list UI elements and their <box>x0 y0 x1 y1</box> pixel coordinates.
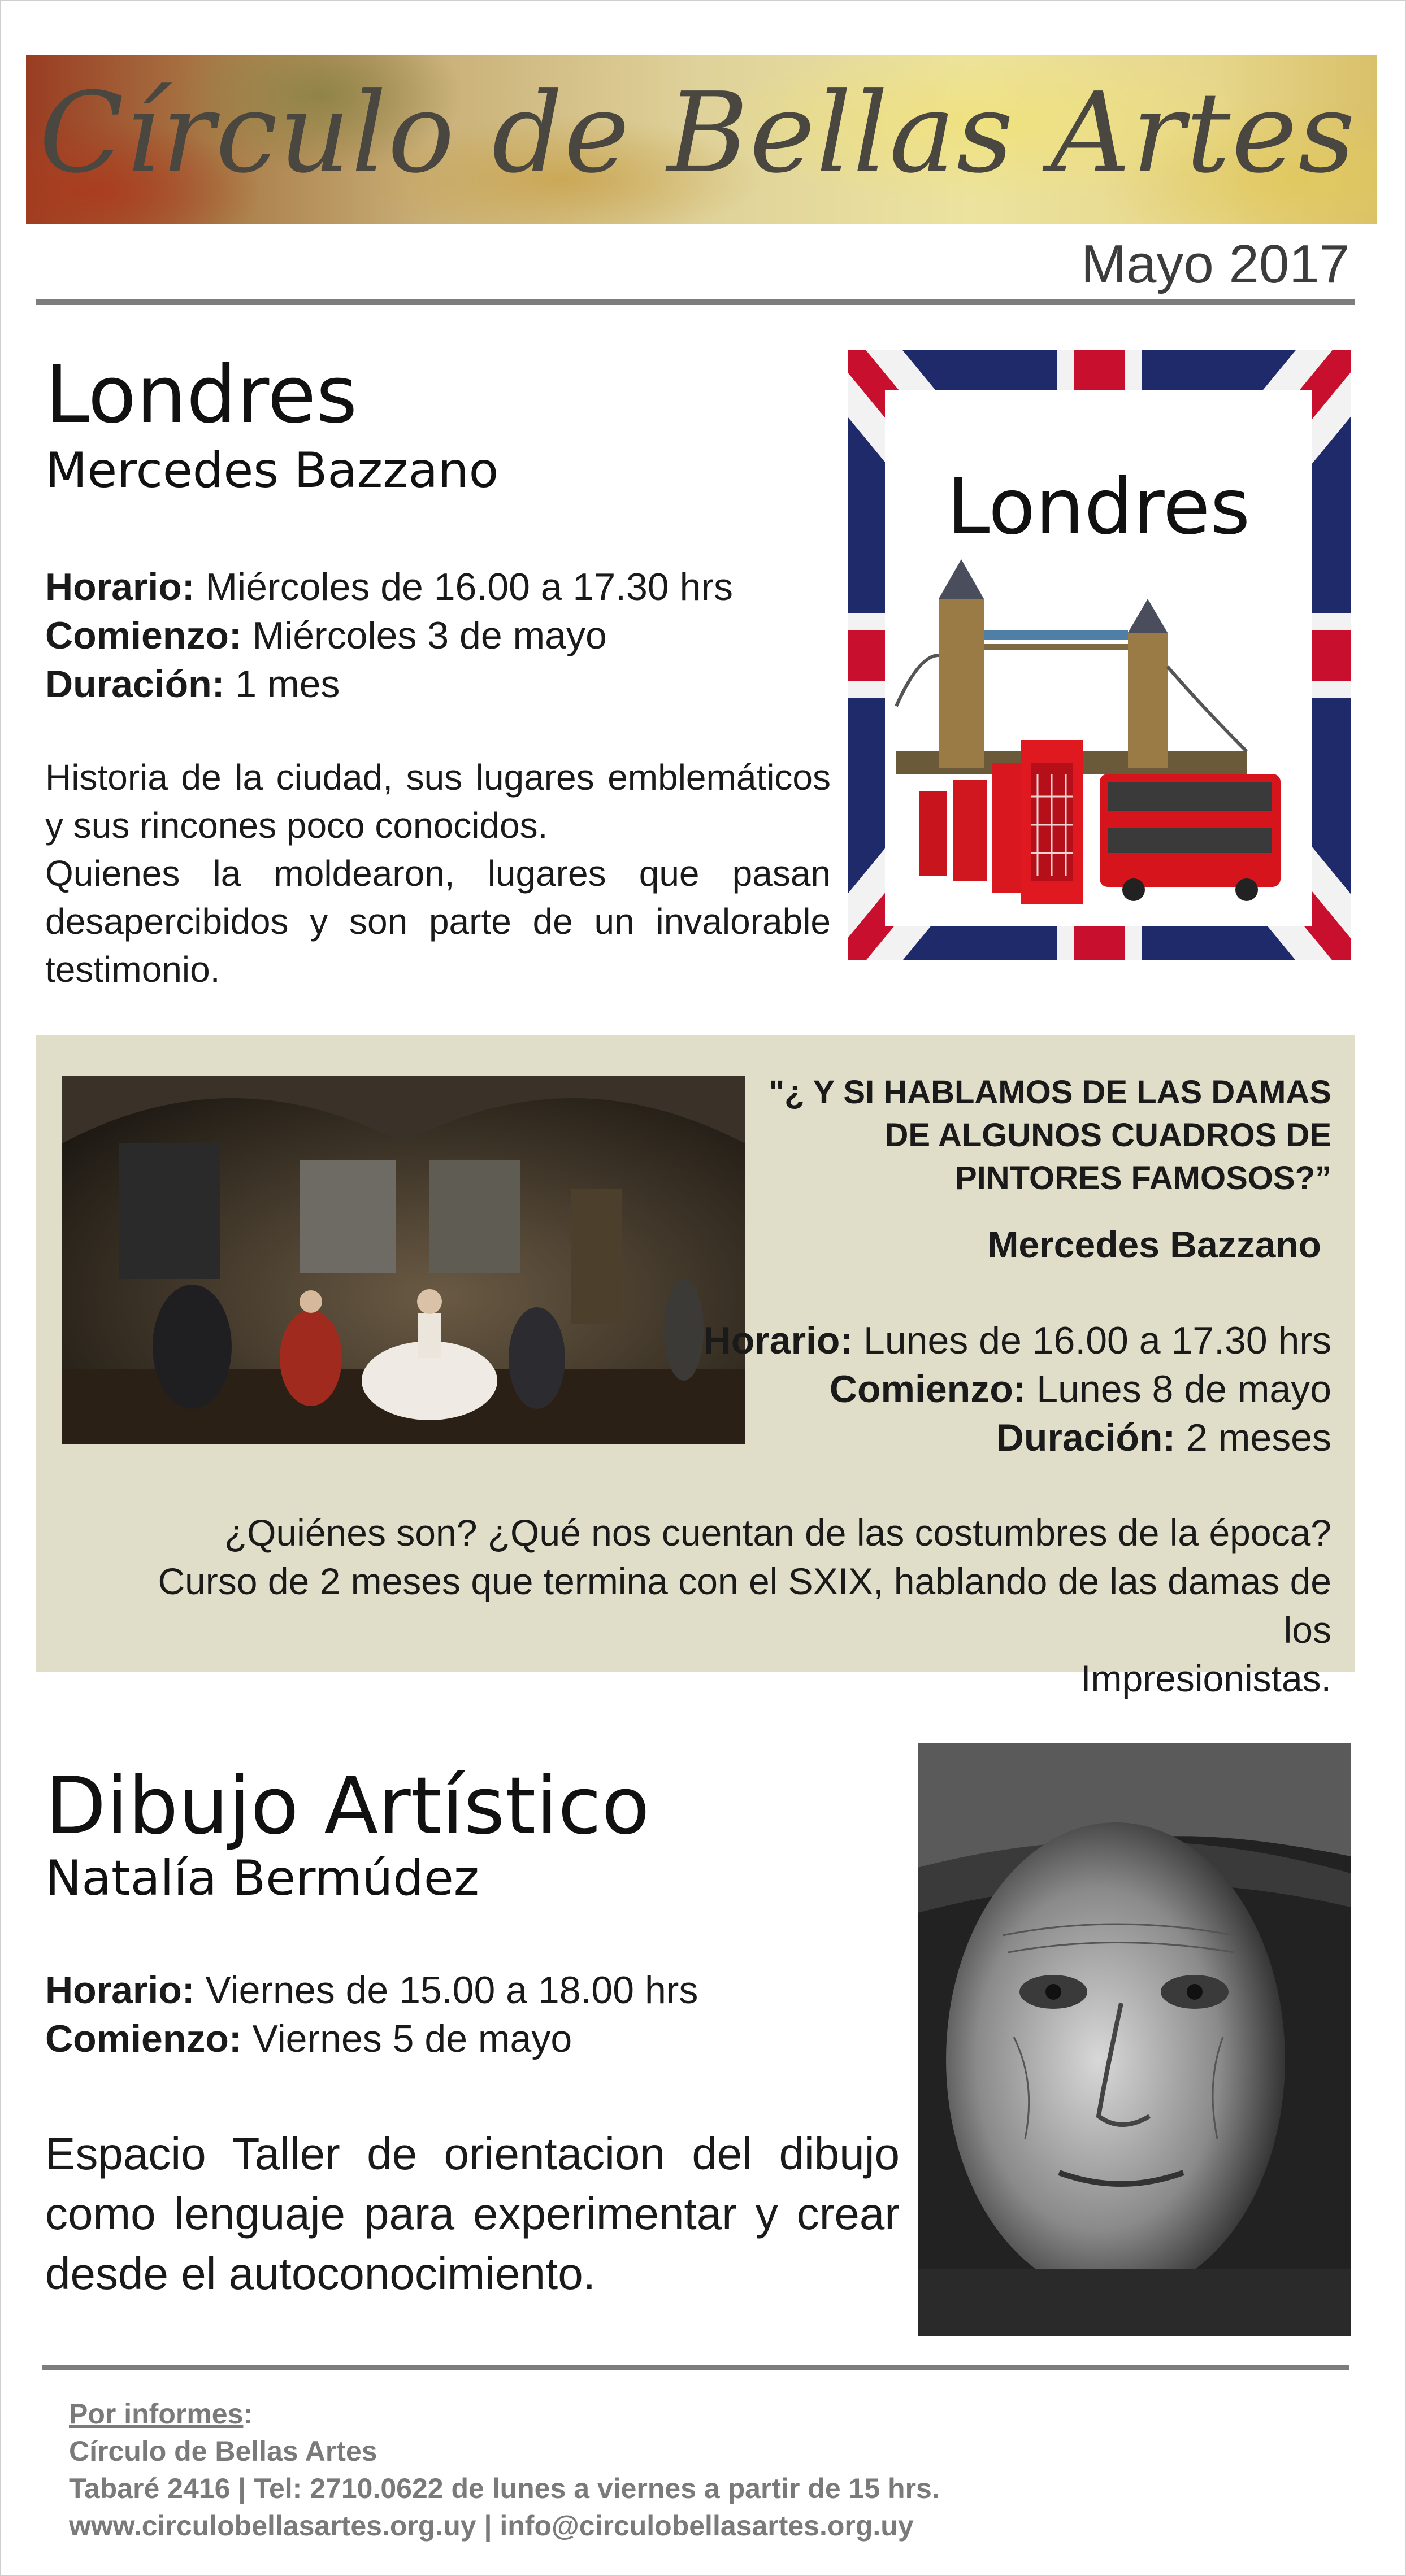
course2-title-line2: DE ALGUNOS CUADROS DE <box>884 1117 1331 1154</box>
painting-illustration <box>62 1076 745 1444</box>
tower-bridge-illustration <box>885 390 1312 926</box>
course1-description <box>45 754 831 994</box>
course2-teacher: Mercedes Bazzano <box>987 1224 1321 1265</box>
course1-duracion: Duración: 1 mes <box>45 663 340 706</box>
course2-title-line1: "¿ Y SI HABLAMOS DE LAS DAMAS <box>769 1074 1331 1111</box>
course2-comienzo: Comienzo: Lunes 8 de mayo <box>829 1368 1331 1411</box>
course3-horario: Horario: Viernes de 15.00 a 18.00 hrs <box>45 1969 698 2012</box>
footer-links: www.circulobellasartes.org.uy | info@circulobellasartes.org.uy <box>69 2510 914 2542</box>
pencil-portrait-image <box>918 1743 1351 2336</box>
course3-comienzo: Comienzo: Viernes 5 de mayo <box>45 2017 572 2060</box>
course2-title-line3: PINTORES FAMOSOS?” <box>954 1160 1331 1196</box>
course1-description-2: Quienes la moldearon, lugares que pasan desapercibidos y son parte de un invalorable testimonio. <box>45 853 831 990</box>
course2-description-3: Impresionistas. <box>1080 1657 1331 1699</box>
course1-horario: Horario: Miércoles de 16.00 a 17.30 hrs <box>45 565 734 608</box>
londres-poster-image <box>848 350 1351 960</box>
footer-label: Por informes <box>69 2398 244 2430</box>
footer-label-line: Por informes: <box>69 2398 253 2430</box>
poster-card <box>885 390 1312 926</box>
course2-duracion: Duración: 2 meses <box>996 1416 1331 1459</box>
footer-divider <box>42 2365 1349 2370</box>
footer-contact <box>69 2395 940 2544</box>
course2-schedule <box>704 1316 1331 1462</box>
footer-org: Círculo de Bellas Artes <box>69 2435 377 2467</box>
course1-schedule <box>45 563 836 708</box>
course1-comienzo: Comienzo: Miércoles 3 de mayo <box>45 614 607 657</box>
header-banner <box>26 55 1377 224</box>
course1-title: Londres <box>45 349 358 441</box>
footer-address: Tabaré 2416 | Tel: 2710.0622 de lunes a viernes a partir de 15 hrs. <box>69 2473 940 2504</box>
course1-teacher: Mercedes Bazzano <box>45 442 499 499</box>
course2-description-2: Curso de 2 meses que termina con el SXIX, hablando de las damas de los <box>158 1560 1331 1651</box>
header-divider <box>36 299 1355 305</box>
course3-title: Dibujo Artístico <box>45 1760 650 1852</box>
course3-schedule <box>45 1966 893 2063</box>
venetian-painting-image <box>62 1076 745 1444</box>
issue-date: Mayo 2017 <box>1081 234 1349 294</box>
poster-title: Londres <box>947 463 1251 552</box>
course3-teacher: Natalía Bermúdez <box>45 1850 479 1907</box>
course2-horario: Horario: Lunes de 16.00 a 17.30 hrs <box>703 1319 1331 1362</box>
course1-description-1: Historia de la ciudad, sus lugares emblemáticos y sus rincones poco conocidos. <box>45 757 831 846</box>
course2-description <box>145 1508 1331 1703</box>
course3-description: Espacio Taller de orientacion del dibujo como lenguaje para experimentar y crear desde el autoconocimiento. <box>45 2129 900 2299</box>
banner-title: Círculo de Bellas Artes <box>39 69 1356 198</box>
course2-title <box>766 1071 1331 1200</box>
course2-description-1: ¿Quiénes son? ¿Qué nos cuentan de las costumbres de la época? <box>224 1512 1331 1554</box>
portrait-drawing <box>918 1743 1351 2336</box>
